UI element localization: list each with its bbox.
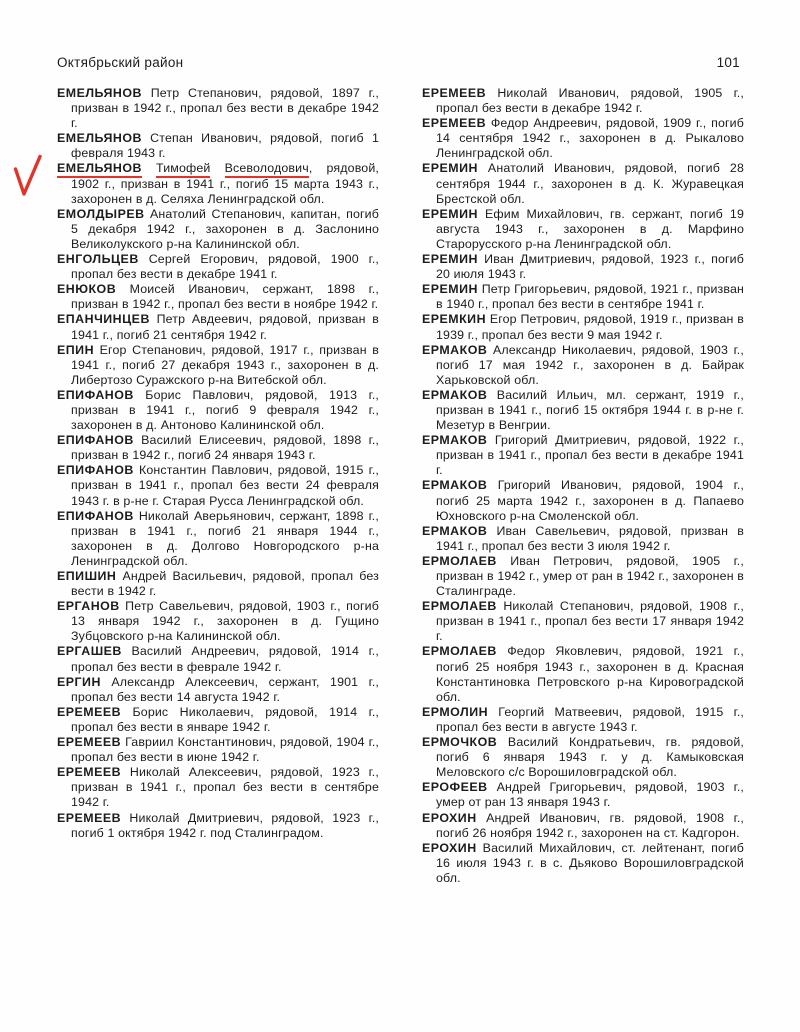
entry-surname: ЕРЕМЕЕВ: [57, 735, 122, 750]
entry-surname: ЕРГАНОВ: [57, 599, 120, 614]
entry: ЕПИФАНОВ Василий Елисеевич, рядовой, 1898 г., призван в 1942 г., погиб 24 января 1943 г.: [57, 433, 380, 463]
entry: ЕРГАНОВ Петр Савельевич, рядовой, 1903 г., погиб 13 января 1942 г., захоронен в д. Гущино Зубцовского р-на Калининской обл.: [57, 599, 380, 644]
entry-surname: ЕМЕЛЬЯНОВ: [57, 161, 142, 178]
entry-surname: ЕРЕМЕЕВ: [422, 86, 487, 100]
entry: ЕНГОЛЬЦЕВ Сергей Егорович, рядовой, 1900 г., пропал без вести в декабре 1941 г.: [57, 252, 380, 282]
entry-surname: ЕРГАШЕВ: [57, 644, 122, 659]
entry-surname: ЕРЕМИН: [422, 282, 478, 297]
left-column: [57, 86, 379, 886]
entry-surname: ЕРМОЛАЕВ: [422, 553, 497, 568]
entry: ЕРМОЛАЕВ Федор Яковлевич, рядовой, 1921 г., погиб 25 ноября 1943 г., захоронен в д. Красная Константиновка Петровского р-на Кировоградской обл.: [422, 644, 744, 704]
entry-surname: ЕПИФАНОВ: [57, 387, 134, 402]
entry-surname: ЕПИН: [57, 342, 95, 357]
entry: ЕРЕМЕЕВ Николай Алексеевич, рядовой, 1923 г., призван в 1941 г., пропал без вести в сентябре 1942 г.: [57, 765, 379, 810]
entry: ЕПАНЧИНЦЕВ Петр Авдеевич, рядовой, призван в 1941 г., погиб 21 сентября 1942 г.: [57, 312, 379, 342]
entry: ЕРЕМЕЕВ Гавриил Константинович, рядовой, 1904 г., пропал без вести в июне 1942 г.: [57, 735, 380, 765]
entry: ЕРОХИН Андрей Иванович, гв. рядовой, 1908 г., погиб 26 ноября 1942 г., захоронен на ст. Кадгорон.: [422, 810, 745, 840]
entry-surname: ЕРЕМИН: [422, 161, 478, 176]
entry: ЕРМАКОВ Иван Савельевич, рядовой, призван в 1941 г., пропал без вести 3 июля 1942 г.: [422, 523, 744, 553]
entry: ЕМЕЛЬЯНОВ Степан Иванович, рядовой, погиб 1 февраля 1943 г.: [57, 131, 379, 161]
right-column: [422, 86, 744, 886]
entry: ЕРЕМИН Петр Григорьевич, рядовой, 1921 г., призван в 1940 г., пропал без вести в сентябре 1941 г.: [422, 282, 744, 312]
entry: ЕРЕМИН Иван Дмитриевич, рядовой, 1923 г., погиб 20 июля 1943 г.: [422, 252, 744, 282]
entry: ЕРМОЛИН Георгий Матвеевич, рядовой, 1915 г., пропал без вести в августе 1943 г.: [422, 704, 744, 734]
entry: ЕРМАКОВ Александр Николаевич, рядовой, 1903 г., погиб 17 мая 1942 г., захоронен в д. Байрак Харьковской обл.: [422, 342, 744, 387]
entry-surname: ЕРМОЧКОВ: [422, 735, 498, 750]
entry-surname: ЕНЮКОВ: [57, 282, 117, 297]
entry-surname: ЕПИШИН: [57, 569, 117, 583]
running-title: Октябрьский район: [57, 55, 184, 70]
entry: ЕРМАКОВ Василий Ильич, мл. сержант, 1919 г., призван в 1941 г., погиб 15 октября 1944 г. в р-не г. Мезетур в Венгрии.: [422, 387, 744, 433]
entry-surname: ЕРЕМЕЕВ: [57, 704, 122, 719]
entry: ЕРМАКОВ Григорий Иванович, рядовой, 1904 г., погиб 25 марта 1942 г., захоронен в д. Папаево Юхновского р-на Смоленской обл.: [422, 478, 744, 523]
entry-surname: ЕПАНЧИНЦЕВ: [57, 312, 150, 327]
entry-surname: ЕПИФАНОВ: [57, 463, 134, 478]
entry: ЕРМОЛАЕВ Николай Степанович, рядовой, 1908 г., призван в 1941 г., пропал без вести 17 января 1942 г.: [422, 599, 744, 644]
entry-surname: ЕРОХИН: [422, 810, 477, 825]
entry: ЕПИШИН Андрей Васильевич, рядовой, пропал без вести в 1942 г.: [57, 569, 380, 599]
entry-surname: ЕРМАКОВ: [422, 433, 488, 448]
entry-surname: ЕРОФЕЕВ: [422, 780, 488, 795]
entry-surname: ЕРЕМЕЕВ: [422, 116, 487, 131]
entry-surname: ЕРМОЛАЕВ: [422, 599, 497, 614]
entry-marked: ЕМЕЛЬЯНОВ Тимофей Всеволодович, рядовой, 1902 г., призван в 1941 г., погиб 15 марта 1943 г., захоронен в д. Селяха Ленинградской обл.: [57, 161, 379, 206]
entry: ЕРЕМЕЕВ Борис Николаевич, рядовой, 1914 г., пропал без вести в январе 1942 г.: [57, 704, 379, 734]
entry: ЕПИН Егор Степанович, рядовой, 1917 г., призван в 1941 г., погиб 27 декабря 1943 г., захоронен в д. Либертозо Суражского р-на Витебской обл.: [57, 342, 380, 387]
entry: ЕРЕМЕЕВ Николай Иванович, рядовой, 1905 г., пропал без вести в декабре 1942 г.: [422, 86, 744, 116]
entry-surname: ЕПИФАНОВ: [57, 508, 134, 523]
entry-surname: ЕРМАКОВ: [422, 387, 488, 402]
entry-surname: ЕРМАКОВ: [422, 478, 488, 493]
entry: ЕРМОЧКОВ Василий Кондратьевич, гв. рядовой, погиб 6 января 1943 г. у д. Камыковская Меловского с/с Ворошиловградской обл.: [422, 735, 744, 780]
entry-surname: ЕРЕМИН: [422, 206, 478, 221]
entry: ЕПИФАНОВ Борис Павлович, рядовой, 1913 г., призван в 1941 г., погиб 9 февраля 1942 г., захоронен в д. Антоново Калининской обл.: [57, 387, 380, 433]
entry-surname: ЕРЕМКИН: [422, 312, 487, 327]
entry-surname: ЕРМАКОВ: [422, 342, 488, 357]
entry: ЕРОХИН Василий Михайлович, ст. лейтенант, погиб 16 июля 1943 г. в с. Дьяково Ворошиловградской обл.: [422, 840, 744, 885]
entry: ЕРЕМИН Анатолий Иванович, рядовой, погиб 28 сентября 1944 г., захоронен в д. К. Журавецкая Брестской обл.: [422, 161, 745, 206]
entry-surname: ЕРМОЛИН: [422, 704, 489, 719]
entry-surname: ЕРГИН: [57, 674, 101, 689]
entry: ЕРЕМЕЕВ Николай Дмитриевич, рядовой, 1923 г., погиб 1 октября 1942 г. под Сталинградом.: [57, 810, 380, 840]
entry-surname: ЕПИФАНОВ: [57, 433, 134, 448]
entry: ЕРЕМКИН Егор Петрович, рядовой, 1919 г., призван в 1939 г., пропал без вести 9 мая 1942 г.: [422, 312, 744, 342]
entry-surname: ЕРЕМИН: [422, 252, 478, 267]
entry: ЕРМАКОВ Григорий Дмитриевич, рядовой, 1922 г., призван в 1941 г., пропал без вести в декабре 1941 г.: [422, 433, 745, 478]
page-header: [57, 55, 740, 70]
entry: ЕРЕМИН Ефим Михайлович, гв. сержант, погиб 19 августа 1943 г., захоронен в д. Марфино Старорусского р-на Ленинградской обл.: [422, 206, 745, 251]
entry-surname: ЕРОХИН: [422, 840, 477, 855]
entry-surname: ЕРЕМЕЕВ: [57, 765, 122, 780]
entry: ЕНЮКОВ Моисей Иванович, сержант, 1898 г., призван в 1942 г., пропал без вести в ноябре 1942 г.: [57, 282, 379, 312]
entry: ЕМЕЛЬЯНОВ Петр Степанович, рядовой, 1897 г., призван в 1942 г., пропал без вести в декабре 1942 г.: [57, 86, 380, 131]
entry-surname: ЕМЕЛЬЯНОВ: [57, 86, 142, 100]
entry: ЕРЕМЕЕВ Федор Андреевич, рядовой, 1909 г., погиб 14 сентября 1942 г., захоронен в д. Рыкалово Ленинградской обл.: [422, 116, 744, 161]
red-underlined-text: Тимофей: [156, 161, 210, 178]
entry-surname: ЕМОЛДЫРЕВ: [57, 206, 145, 221]
red-checkmark-icon: [27, 154, 57, 198]
entry: ЕПИФАНОВ Николай Аверьянович, сержант, 1898 г., призван в 1941 г., погиб 21 января 1944 г., захоронен в д. Долгово Новгородского р-на Ленинградской обл.: [57, 508, 379, 568]
entry: ЕРГАШЕВ Василий Андреевич, рядовой, 1914 г., пропал без вести в феврале 1942 г.: [57, 644, 379, 674]
text-columns: [57, 86, 744, 886]
entry: ЕРОФЕЕВ Андрей Григорьевич, рядовой, 1903 г., умер от ран 13 января 1943 г.: [422, 780, 745, 810]
entry: ЕРГИН Александр Алексеевич, сержант, 1901 г., пропал без вести 14 августа 1942 г.: [57, 674, 380, 704]
entry-surname: ЕРЕМЕЕВ: [57, 810, 122, 825]
entry-surname: ЕНГОЛЬЦЕВ: [57, 252, 139, 267]
entry-surname: ЕМЕЛЬЯНОВ: [57, 131, 142, 146]
entry-surname: ЕРМАКОВ: [422, 523, 488, 538]
entry: ЕМОЛДЫРЕВ Анатолий Степанович, капитан, погиб 5 декабря 1942 г., захоронен в д. Заслонино Великолукского р-на Калининской обл.: [57, 206, 379, 251]
red-underlined-text: Всеволодович: [225, 161, 309, 178]
entry-surname: ЕРМОЛАЕВ: [422, 644, 497, 659]
entry: ЕПИФАНОВ Константин Павлович, рядовой, 1915 г., призван в 1941 г., пропал без вести 24 февраля 1943 г. в р-не г. Старая Русса Ленинградской обл.: [57, 463, 380, 508]
entry: ЕРМОЛАЕВ Иван Петрович, рядовой, 1905 г., призван в 1942 г., умер от ран в 1942 г., захоронен в Сталинграде.: [422, 553, 745, 599]
page-number: 101: [716, 55, 740, 70]
